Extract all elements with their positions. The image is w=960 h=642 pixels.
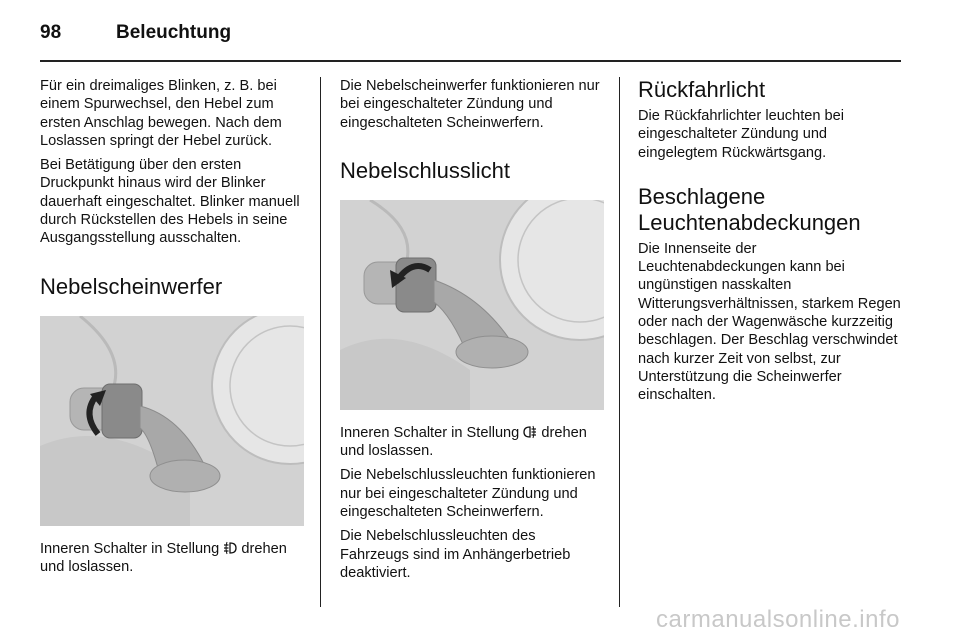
front-fog-switch-illustration — [40, 316, 304, 526]
page-title: Beleuchtung — [116, 22, 232, 43]
rear-fog-light-icon — [523, 425, 537, 439]
front-fog-light-icon — [223, 541, 237, 555]
paragraph-blink: Für ein dreimaliges Blinken, z. B. bei einem Spurwechsel, den Hebel zum ersten Anschlag bewegen. Nach dem Loslassen springt der Hebel zurück. — [40, 78, 282, 149]
column-3 — [638, 77, 904, 411]
paragraph-trailer-mode: Die Nebelschlussleuchten des Fahrzeugs sind im Anhängerbetrieb deaktiviert. — [340, 528, 571, 581]
paragraph-misted-covers: Die Innenseite der Leuchtenabdeckungen kann bei ungünstigen nasskalten Witterungsverhältnissen, starkem Regen oder nach der Wagenwäsche kurzzeitig beschlagen. Der Beschlag verschwindet nach kurzer Zeit von selbst, zur Unterstützung die Scheinwerfer einschalten. — [638, 240, 901, 404]
page-number: 98 — [40, 22, 62, 43]
paragraph-reversing-light: Die Rückfahrlichter leuchten bei eingeschalteter Zündung und eingelegtem Rückwärtsgang. — [638, 108, 845, 161]
caption-rear-fog-text-a: Inneren Schalter in Stellung — [340, 424, 520, 441]
paragraph-rear-fog-condition: Die Nebelschlussleuchten funktionieren nur bei eingeschalteter Zündung und eingeschalteten Scheinwerfern. — [340, 467, 596, 521]
caption-front-fog — [40, 540, 304, 577]
stalk-switch-drawing-rear — [340, 200, 604, 410]
heading-front-fog: Nebelscheinwerfer — [40, 273, 223, 299]
paragraph-blinker-permanent: Bei Betätigung über den ersten Druckpunkt hinaus wird der Blinker dauerhaft eingeschaltet. Blinker manuell durch Rückstellen des Hebels in seine Ausgangsstellung ausschalten. — [40, 157, 300, 247]
column-divider-1 — [320, 77, 321, 607]
header-divider — [40, 60, 901, 62]
caption-front-fog-text-a: Inneren Schalter in Stellung — [40, 540, 220, 557]
column-2 — [340, 77, 604, 588]
paragraph-front-fog-condition: Die Nebelscheinwerfer funktionieren nur bei eingeschalteter Zündung und eingeschalteten Scheinwerfern. — [340, 78, 600, 131]
watermark: carmanualsonline.info — [656, 606, 900, 633]
rear-fog-switch-illustration — [340, 200, 604, 410]
column-1 — [40, 77, 304, 582]
heading-rear-fog: Nebelschlusslicht — [340, 157, 510, 183]
caption-front-fog-text-b: drehen und loslassen. — [40, 540, 287, 575]
caption-rear-fog — [340, 424, 604, 461]
heading-reversing-light: Rückfahrlicht — [638, 77, 766, 102]
caption-rear-fog-text-b: drehen und loslassen. — [340, 424, 587, 460]
column-divider-2 — [619, 77, 620, 607]
page-header — [40, 18, 231, 48]
heading-misted-covers: Beschlagene Leuchtenabdeckungen — [638, 183, 861, 235]
stalk-switch-drawing — [40, 316, 304, 526]
